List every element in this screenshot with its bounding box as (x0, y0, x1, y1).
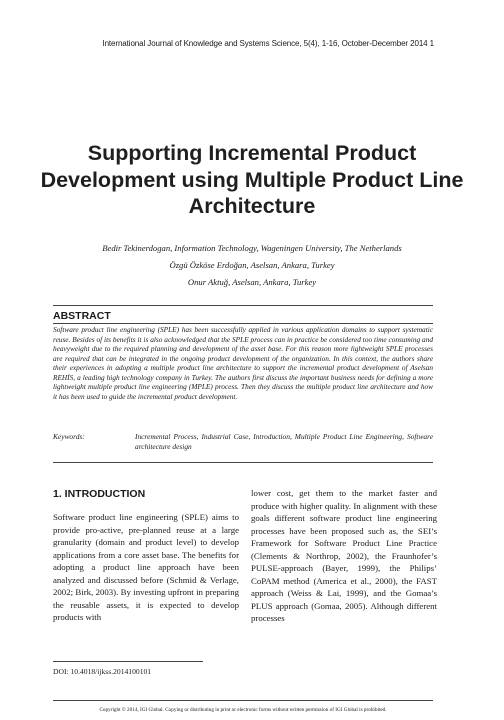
keywords-bottom-rule (53, 462, 433, 463)
running-head: International Journal of Knowledge and Systems Science, 5(4), 1-16, October-December 2014 1 (102, 39, 434, 48)
article-title: Supporting Incremental Product Development using Multiple Product Line Architecture (40, 141, 464, 218)
abstract-heading: ABSTRACT (53, 310, 111, 322)
author-3: Onur Aktuğ, Aselsan, Ankara, Turkey (187, 277, 317, 287)
abstract-heading-rule (53, 323, 433, 324)
author-list (50, 240, 454, 291)
doi: DOI: 10.4018/ijkss.2014100101 (53, 667, 152, 676)
author-1: Bedir Tekinerdogan, Information Technology, Wageningen University, The Netherlands (102, 243, 402, 253)
introduction-left-column: Software product line engineering (SPLE) aims to provide pro-active, pre-planned reuse at a large granularity (domain and product level) to develop applications from a core asset base. The benefits for adopting a product line approach have been analyzed and discussed before (Schmid & Verlage, 2002; Birk, 2003). By investing upfront in preparing the reusable assets, it is expected to develop products with (53, 512, 239, 623)
footnote-rule (53, 661, 203, 662)
introduction-right-column: lower cost, get them to the market faster and produce with higher quality. In alignment with these goals different software product line engineering processes have been proposed such as, the SEI’s Framework for Software Product Line Practice (Clements & Northrop, 2002), the Fraunhofer’s PULSE-approach (Bayer, 1999), the Philips’ CoPAM method (America et al., 2000), the FAST approach (Weiss & Lai, 1999), and the Gomaa’s PLUS approach (Gomaa, 2005). Although different processes (251, 488, 437, 624)
footer-rule (53, 700, 433, 701)
author-2: Özgü Özköse Erdoğan, Aselsan, Ankara, Turkey (169, 260, 335, 270)
keywords-label: Keywords: (53, 432, 85, 441)
introduction-heading: 1. INTRODUCTION (53, 488, 146, 500)
copyright-notice: Copyright © 2014, IGI Global. Copying or distributing in print or electronic forms without written permission of IGI Global is prohibited. (99, 707, 387, 713)
abstract-top-rule (53, 305, 433, 306)
keywords-text: Incremental Process, Industrial Case, Introduction, Multiple Product Line Engineering, Software architecture design (135, 432, 433, 451)
abstract-text: Software product line engineering (SPLE) has been successfully applied in various application domains to support systematic reuse. Besides of its benefits it is also acknowledged that the SPLE process can in practice be considered too time consuming and heavyweight due to the required planning and development of the asset base. For this reason more lightweight SPLE processes are required that can be integrated in the ongoing product development of the organization. In this context, the authors share their experiences in adopting a multiple product line architecture to support the incremental product development of Aselsan REHİS, a leading high technology company in Turkey. The authors first discuss the important business needs for defining a more lightweight multiple product line engineering (MPLE) process. Then they discuss the multiple product line architecture and how it has been used to guide the incremental product development. (53, 325, 433, 401)
